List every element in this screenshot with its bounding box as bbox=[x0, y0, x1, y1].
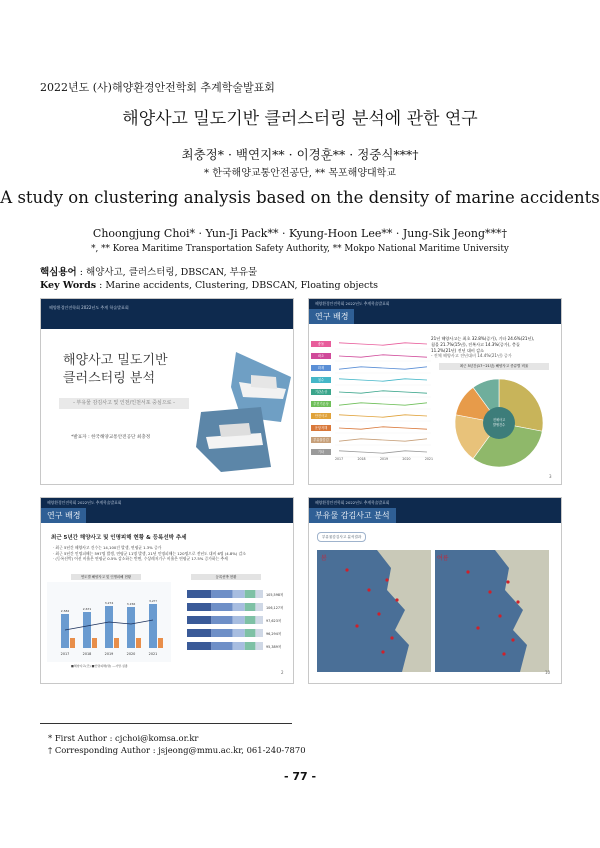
trend-line-7 bbox=[339, 415, 427, 417]
bar-year-5: 2021 bbox=[148, 652, 158, 656]
slide4-tab: 부유물 감김사고 분석 bbox=[309, 508, 396, 523]
casualty-bar-3 bbox=[114, 638, 119, 648]
donut-center-line2: 발생건수 bbox=[492, 423, 506, 427]
trend-line-6 bbox=[339, 403, 427, 405]
summary-line-3: 11.2%(21년) 전년 대비 감소 bbox=[431, 347, 484, 353]
year-axis bbox=[335, 457, 433, 461]
maps-panel bbox=[317, 550, 553, 674]
slide-research-background-2 bbox=[40, 497, 294, 684]
slide3-page: 2 bbox=[281, 670, 284, 675]
map-label-summer: 여름 bbox=[437, 555, 449, 562]
stack-seg-3-3 bbox=[233, 616, 245, 624]
row-label-3: 화재 bbox=[311, 365, 331, 371]
casualty-bar-5 bbox=[158, 638, 163, 648]
bar-year-2: 2018 bbox=[82, 652, 92, 656]
stack-seg-5-4 bbox=[245, 642, 256, 650]
stack-seg-2-5 bbox=[255, 603, 263, 611]
trend-lines bbox=[335, 337, 433, 462]
year-tick-5: 2021 bbox=[424, 457, 433, 461]
keywords-english bbox=[40, 280, 378, 291]
row-label-5: 기관손상 bbox=[311, 389, 331, 395]
page-number: - 77 - bbox=[283, 770, 317, 783]
accident-trend-chart bbox=[311, 337, 433, 467]
stack-seg-1-2 bbox=[211, 590, 232, 598]
accident-bar-5 bbox=[149, 604, 157, 648]
trend-line-4 bbox=[339, 379, 427, 381]
bar-year-3: 2019 bbox=[104, 652, 114, 656]
conference-header: 2022년도 (사)해양환경안전학회 추계학술발표회 bbox=[40, 81, 275, 94]
bar-value-3: 3,274 bbox=[104, 601, 114, 605]
year-tick-1: 2017 bbox=[335, 457, 344, 461]
accident-bar-1 bbox=[61, 614, 69, 648]
stack-seg-4-2 bbox=[211, 629, 232, 637]
stack-total-4: 96,294척 bbox=[266, 632, 282, 636]
stack-seg-2-2 bbox=[211, 603, 232, 611]
row-label-9: 부유물감김 bbox=[311, 437, 331, 443]
pie-title: 최근 5년간(17~21년) 해양사고 종류별 비율 bbox=[439, 363, 549, 370]
stack-seg-2-1 bbox=[187, 603, 211, 611]
stack-total-2: 106,127척 bbox=[266, 606, 284, 610]
bar-value-5: 3,2?? bbox=[149, 599, 157, 603]
row-label-4: 침수 bbox=[311, 377, 331, 383]
paper-title-english: A study on clustering analysis based on the density of marine accidents bbox=[0, 188, 600, 207]
slide1-title-line1: 해양사고 밀도기반 bbox=[63, 353, 168, 368]
accident-dot-2-7 bbox=[502, 652, 505, 655]
stack-seg-4-3 bbox=[233, 629, 245, 637]
registered-vessel-chart bbox=[173, 582, 291, 662]
ship-photos bbox=[191, 337, 291, 477]
accident-dot-2-3 bbox=[498, 614, 501, 617]
stack-seg-3-1 bbox=[187, 616, 211, 624]
accident-dot-1-6 bbox=[355, 624, 358, 627]
casualty-bar-2 bbox=[92, 638, 97, 648]
slide4-page: 10 bbox=[545, 670, 551, 675]
chart1-title: 연도별 해양사고 및 인명피해 현황 bbox=[71, 574, 141, 580]
accident-dot-2-8 bbox=[466, 570, 469, 573]
accident-bar-4 bbox=[127, 607, 135, 648]
slide1-title-line2: 클러스터링 분석 bbox=[63, 371, 156, 386]
stack-seg-3-4 bbox=[245, 616, 256, 624]
accident-dot-2-5 bbox=[488, 590, 491, 593]
slide4-top-bar: 해양환경안전학회 2022년도 추계학술발표회 bbox=[309, 498, 561, 508]
slide4-title-bar bbox=[309, 508, 561, 523]
bar-year-4: 2020 bbox=[126, 652, 136, 656]
slide-title bbox=[40, 298, 294, 485]
accident-dot-2-6 bbox=[476, 626, 479, 629]
keywords-korean-text: : 해양사고, 클러스터링, DBSCAN, 부유물 bbox=[76, 267, 258, 278]
donut-center-line1: 전체사고 bbox=[492, 418, 506, 422]
stack-seg-2-3 bbox=[233, 603, 245, 611]
stack-seg-5-1 bbox=[187, 642, 211, 650]
summary-line-4: - 전체 해양사고 전년대비 14.4%(21년) 증가 bbox=[431, 353, 512, 359]
casualty-bar-1 bbox=[70, 638, 75, 648]
authors-korean: 최충정* · 백연지** · 이경훈** · 정중식***† bbox=[181, 147, 419, 162]
footnote-corresponding-author: † Corresponding Author : jsjeong@mmu.ac.kr, 061-240-7870 bbox=[48, 745, 306, 755]
accident-dot-1-8 bbox=[345, 568, 348, 571]
accident-dot-1-5 bbox=[367, 588, 370, 591]
trend-line-10 bbox=[339, 451, 427, 453]
slide-floating-object-analysis bbox=[308, 497, 562, 684]
stack-seg-1-4 bbox=[245, 590, 256, 598]
map-label-spring: 봄 bbox=[321, 555, 327, 562]
bar-year-1: 2017 bbox=[60, 652, 70, 656]
row-label-1: 충돌 bbox=[311, 341, 331, 347]
accident-bar-2 bbox=[83, 612, 91, 648]
stack-seg-1-1 bbox=[187, 590, 211, 598]
trend-line-3 bbox=[339, 367, 427, 369]
slide-research-background-1 bbox=[308, 298, 562, 485]
stack-total-5: 95,389척 bbox=[266, 645, 282, 649]
accident-dot-1-4 bbox=[390, 636, 393, 639]
row-label-10: 기타 bbox=[311, 449, 331, 455]
bullet-1: · 최근 5년간 해양사고 건수는 14,100건 발생, 연평균 1.3% 증가 bbox=[53, 545, 162, 550]
chart2-title: 등록선박 현황 bbox=[191, 574, 261, 580]
slide1-presenter: *발표자 : 한국해양교통안전공단 최충정 bbox=[71, 435, 151, 440]
stack-total-1: 105,598척 bbox=[266, 593, 284, 597]
slide1-subtitle: - 부유물 감김사고 및 인천/인천서포 중심으로 - bbox=[59, 398, 189, 409]
keywords-english-label: Key Words bbox=[40, 280, 97, 291]
accident-dot-1-2 bbox=[395, 598, 398, 601]
keywords-english-text: : Marine accidents, Clustering, DBSCAN, Floating objects bbox=[96, 280, 379, 291]
accident-bar-3 bbox=[105, 606, 113, 648]
row-label-7: 안전사고 bbox=[311, 413, 331, 419]
ferry-cabin-top bbox=[251, 375, 277, 389]
summary-line-2: 침몰 21.7%(15년), 전복사고 14.3%(증가), 충돌 bbox=[431, 341, 520, 347]
slide2-tab: 연구 배경 bbox=[309, 309, 354, 324]
bar-legend: ■해양사고(건) ■인명피해(명) —사망·실종 bbox=[71, 664, 128, 668]
stack-seg-4-5 bbox=[255, 629, 263, 637]
summary-line-1: 21년 해양사고는 최초 32.8%(증가), 기타 24.6%(21년), bbox=[431, 336, 535, 341]
trend-line-5 bbox=[339, 391, 427, 393]
row-label-6: 추진기손상 bbox=[311, 401, 331, 407]
year-tick-2: 2018 bbox=[357, 457, 366, 461]
bar-value-2: 2,671 bbox=[82, 607, 92, 611]
paper-title-korean: 해양사고 밀도기반 클러스터링 분석에 관한 연구 bbox=[122, 109, 478, 129]
stack-seg-1-3 bbox=[233, 590, 245, 598]
stack-seg-1-5 bbox=[255, 590, 263, 598]
accident-dot-2-1 bbox=[506, 580, 509, 583]
stack-seg-4-1 bbox=[187, 629, 211, 637]
slide3-top-bar: 해양환경안전학회 2022년도 추계학술발표회 bbox=[41, 498, 293, 508]
slide3-heading: 최근 5년간 해양사고 및 인명피해 현황 & 등록선박 추세 bbox=[51, 535, 187, 541]
slide2-top-bar: 해양환경안전학회 2022년도 추계학술발표회 bbox=[309, 299, 561, 309]
slide2-summary bbox=[431, 336, 559, 359]
stack-seg-2-4 bbox=[245, 603, 256, 611]
accident-bar-chart bbox=[47, 582, 171, 662]
accident-dot-1-3 bbox=[377, 612, 380, 615]
analysis-result-button[interactable]: 부유물감김사고 분석결과 bbox=[317, 532, 366, 542]
stack-total-3: 97,623척 bbox=[266, 619, 282, 623]
slide3-title-bar bbox=[41, 508, 293, 523]
trend-line-1 bbox=[339, 343, 427, 345]
slide3-bullets bbox=[53, 545, 285, 562]
row-label-8: 운항저해 bbox=[311, 425, 331, 431]
ferry-cabin-bottom bbox=[219, 423, 251, 437]
bar-value-1: 2,582 bbox=[60, 609, 70, 613]
bullet-2: · 최근 5년간 인명피해는 597명 발생, 연평균 11명 발생, 21년 인명피해는 120명으로 전년도 대비 6명 (4.8%) 감소 bbox=[53, 550, 246, 556]
bar-value-4: 3,156 bbox=[126, 602, 136, 606]
stack-seg-5-5 bbox=[255, 642, 263, 650]
slide2-page: 3 bbox=[549, 474, 552, 479]
accident-dot-2-4 bbox=[511, 638, 514, 641]
affiliations-english: *, ** Korea Maritime Transportation Safety Authority, ** Mokpo National Maritime University bbox=[91, 244, 509, 254]
keywords-korean-label: 핵심용어 bbox=[40, 267, 77, 278]
accident-dot-1-7 bbox=[381, 650, 384, 653]
slide2-title-bar bbox=[309, 309, 561, 324]
stack-seg-3-5 bbox=[255, 616, 263, 624]
trend-line-9 bbox=[339, 439, 427, 441]
keywords-korean bbox=[40, 264, 257, 278]
stack-seg-3-2 bbox=[211, 616, 232, 624]
slide1-top-bar: 해양환경안전학회 2022년도 추계 학술발표회 bbox=[41, 299, 293, 329]
year-tick-3: 2019 bbox=[379, 457, 389, 461]
stack-seg-4-4 bbox=[245, 629, 256, 637]
stack-seg-5-2 bbox=[211, 642, 232, 650]
bullet-3: · (등록선박) 어선 비율은 연평균 0.5% 감소하는 반면, 수상레저기구 비율은 연평균 17.5% 증가하는 추세 bbox=[53, 556, 228, 562]
year-tick-4: 2020 bbox=[402, 457, 411, 461]
trend-line-2 bbox=[339, 355, 427, 357]
authors-english: Choongjung Choi* · Yun-Ji Pack** · Kyung-Hoon Lee** · Jung-Sik Jeong***† bbox=[92, 227, 508, 240]
slide3-tab: 연구 배경 bbox=[41, 508, 86, 523]
stack-seg-5-3 bbox=[233, 642, 245, 650]
footnote-divider bbox=[40, 723, 292, 724]
casualty-bar-4 bbox=[136, 638, 141, 648]
trend-line-8 bbox=[339, 427, 427, 429]
accident-dot-2-2 bbox=[516, 600, 519, 603]
footnote-first-author: * First Author : cjchoi@komsa.or.kr bbox=[48, 733, 199, 743]
affiliations-korean: * 한국해양교통안전공단, ** 목포해양대학교 bbox=[204, 168, 396, 179]
donut-center-label bbox=[489, 417, 509, 427]
accident-dot-1-1 bbox=[385, 578, 388, 581]
row-label-2: 좌초 bbox=[311, 353, 331, 359]
